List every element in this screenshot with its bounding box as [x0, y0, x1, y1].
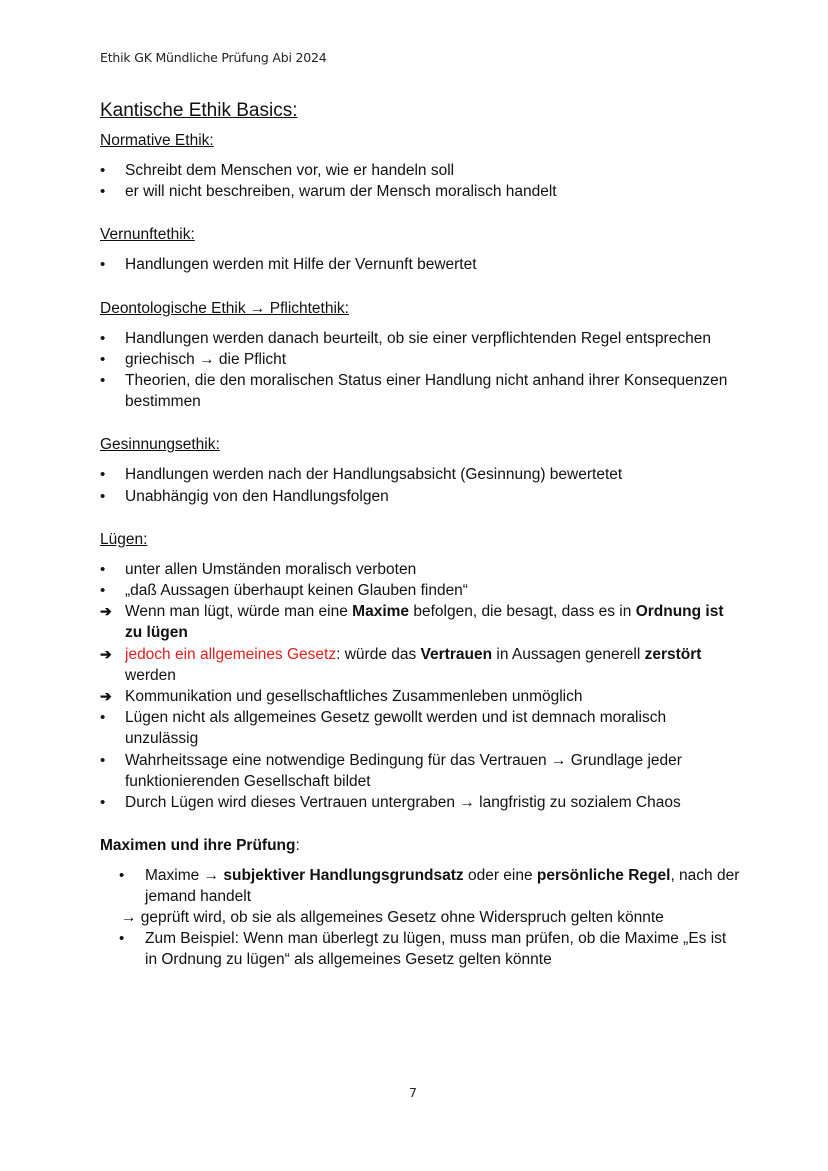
bullet-icon: [100, 580, 120, 601]
section-heading: Lügen:: [100, 530, 148, 548]
text-run: griechisch → die Pflicht: [125, 350, 287, 368]
list-item: [100, 328, 740, 349]
arrow-icon: [100, 644, 120, 665]
list-item: [100, 750, 740, 792]
bullet-icon: [100, 160, 120, 181]
text-run: Wenn man lügt, würde man eine: [125, 603, 353, 621]
bullet-list: [100, 160, 740, 202]
bullet-icon: [100, 464, 120, 485]
bullet-icon: [100, 792, 120, 813]
text-run: Durch Lügen wird dieses Vertrauen untergraben → langfristig zu sozialem Chaos: [125, 794, 681, 812]
list-item: [100, 559, 740, 580]
bullet-icon: [100, 328, 120, 349]
text-run: Wahrheitssage eine notwendige Bedingung für das Vertrauen → Grundlage jeder funktionierenden Gesellschaft bildet: [125, 751, 682, 790]
bullet-icon: [119, 865, 124, 886]
section: [100, 298, 740, 413]
text-run: unter allen Umständen moralisch verboten: [125, 560, 417, 578]
list-item: [100, 254, 740, 275]
bullet-icon: [100, 370, 120, 391]
list-item: [100, 370, 740, 412]
list-item: [100, 486, 740, 507]
list-item: [100, 181, 740, 202]
text-run: Maxime →: [145, 867, 224, 885]
section-heading: Vernunftethik:: [100, 226, 195, 244]
list-item: [100, 865, 740, 907]
section: [100, 529, 740, 813]
arrow-icon: [100, 601, 120, 622]
text-run: Kommunikation und gesellschaftliches Zusammenleben unmöglich: [125, 688, 583, 706]
text-run: : würde das: [336, 645, 421, 663]
text-run: Handlungen werden nach der Handlungsabsicht (Gesinnung) bewertetet: [125, 466, 623, 484]
text-run: , nach der jemand handelt: [145, 867, 740, 906]
section-heading: Normative Ethik:: [100, 132, 214, 149]
bullet-list: [100, 254, 740, 275]
bold-text: subjektiver Handlungsgrundsatz: [223, 867, 464, 885]
maximen-list: [100, 865, 740, 970]
page-header: Ethik GK Mündliche Prüfung Abi 2024: [100, 50, 327, 65]
text-run: werden: [125, 666, 176, 684]
sections-container: [100, 130, 740, 813]
arrow-icon: [100, 686, 120, 707]
text-run: oder eine: [463, 867, 537, 885]
bullet-icon: [100, 254, 120, 275]
section-maximen: [100, 835, 740, 970]
section: [100, 434, 740, 506]
list-item: [100, 792, 740, 813]
section: [100, 130, 740, 202]
text-run: befolgen, die besagt, dass es in: [409, 603, 636, 621]
bold-text: Vertrauen: [420, 645, 493, 663]
text-run: in Aussagen generell: [492, 645, 645, 663]
list-item: [100, 686, 740, 707]
bullet-icon: [119, 928, 124, 949]
section-heading: Deontologische Ethik → Pflichtethik:: [100, 299, 349, 317]
document-body: [100, 98, 740, 992]
text-run: „daß Aussagen überhaupt keinen Glauben finden“: [125, 582, 468, 600]
list-item: [100, 907, 740, 928]
list-item: [100, 601, 740, 643]
text-run: er will nicht beschreiben, warum der Mensch moralisch handelt: [125, 183, 557, 201]
heading-bold-text: Maximen und ihre Prüfung: [100, 837, 296, 855]
text-run: Handlungen werden danach beurteilt, ob sie einer verpflichtenden Regel entsprechen: [125, 329, 711, 347]
list-item: [100, 707, 740, 749]
bullet-list: [100, 328, 740, 413]
section: [100, 224, 740, 275]
bold-text: Maxime: [352, 603, 410, 621]
highlighted-text: jedoch ein allgemeines Gesetz: [125, 645, 337, 663]
bold-text: persönliche Regel: [536, 867, 671, 885]
bold-text: Ordnung ist zu lügen: [125, 603, 724, 642]
document-title: Kantische Ethik Basics:: [100, 100, 298, 121]
list-item: [100, 928, 740, 970]
text-run: Unabhängig von den Handlungsfolgen: [125, 487, 389, 505]
text-run: → geprüft wird, ob sie als allgemeines Gesetz ohne Widerspruch gelten könnte: [121, 909, 664, 927]
bullet-icon: [100, 181, 120, 202]
text-run: Schreibt dem Menschen vor, wie er handeln soll: [125, 162, 455, 179]
list-item: [100, 349, 740, 370]
bullet-icon: [100, 559, 120, 580]
bullet-icon: [100, 750, 120, 771]
bullet-list: [100, 559, 740, 813]
bullet-icon: [100, 486, 120, 507]
bold-text: zerstört: [644, 645, 702, 663]
page-number: 7: [409, 1085, 417, 1100]
bullet-icon: [100, 707, 120, 728]
heading-colon: :: [295, 837, 300, 855]
list-item: [100, 644, 740, 686]
text-run: Handlungen werden mit Hilfe der Vernunft bewertet: [125, 256, 477, 274]
list-item: [100, 580, 740, 601]
list-item: [100, 160, 740, 181]
text-run: Theorien, die den moralischen Status einer Handlung nicht anhand ihrer Konsequenzen bestimmen: [125, 372, 728, 411]
list-item: [100, 464, 740, 485]
text-run: Lügen nicht als allgemeines Gesetz gewollt werden und ist demnach moralisch unzulässig: [125, 709, 667, 748]
section-heading: [100, 835, 740, 857]
bullet-list: [100, 464, 740, 506]
text-run: Zum Beispiel: Wenn man überlegt zu lügen, muss man prüfen, ob die Maxime „Es ist in Ordnung zu lügen“ als allgemeines Gesetz gelten könnte: [145, 930, 727, 969]
section-heading: Gesinnungsethik:: [100, 436, 220, 454]
bullet-icon: [100, 349, 120, 370]
